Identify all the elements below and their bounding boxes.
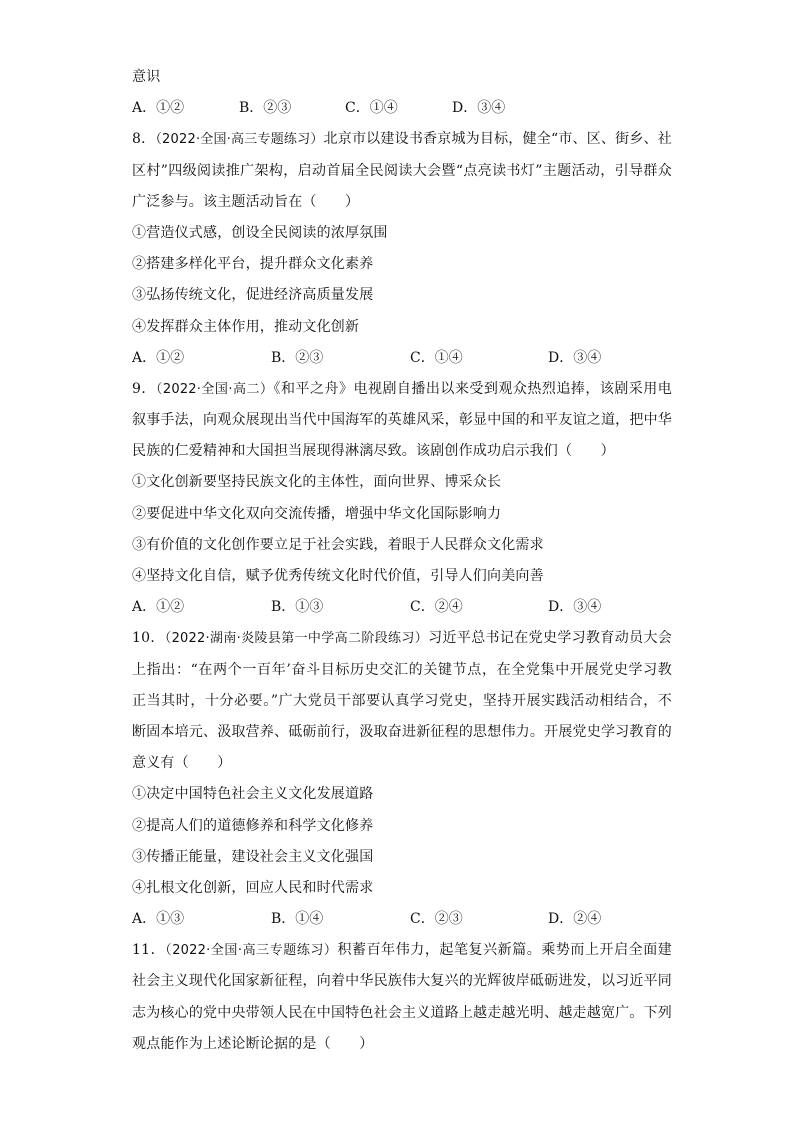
question-stem-line: 志为核心的党中央带领人民在中国特色社会主义道路上越走越光明、越走越宽广。下列	[132, 1004, 672, 1021]
option-a: A．①②	[132, 599, 185, 616]
option-d: D．③④	[548, 599, 602, 616]
question-11	[132, 935, 672, 1060]
question-stem-line: 观点能作为上述论断论据的是（ ）	[132, 1035, 374, 1052]
worksheet-page	[132, 62, 672, 1060]
statement-2: ②搭建多样化平台，提升群众文化素养	[132, 256, 374, 273]
statement-3: ③有价值的文化创作要立足于社会实践，着眼于人民群众文化需求	[132, 536, 544, 553]
question-stem-line: 区村”四级阅读推广架构，启动首届全民阅读大会暨“点亮读书灯”主题活动，引导群众	[132, 162, 672, 179]
question-number: 11．	[132, 942, 166, 959]
option-a: A．①②	[132, 100, 185, 117]
question-number: 9．	[132, 380, 156, 397]
answer-options	[132, 343, 672, 374]
question-stem-line: 正当其时，十分必要。”广大党员干部要认真学习党史，坚持开展实践活动相结合，不	[132, 692, 672, 709]
option-d: D．③④	[452, 100, 506, 117]
option-d: D．②④	[548, 911, 602, 928]
question-source: （2022·全国·高三专题练习）	[165, 943, 338, 959]
statement-4: ④发挥群众主体作用，推动文化创新	[132, 318, 360, 335]
statement-4: ④扎根文化创新，回应人民和时代需求	[132, 879, 374, 896]
statement-2: ②提高人们的道德修养和科学文化修养	[132, 817, 374, 834]
option-b: B．②③	[239, 100, 292, 117]
statement-2: ②要促进中华文化双向交流传播，增强中华文化国际影响力	[132, 505, 502, 522]
question-stem-line: 上指出：“在两个一百年’奋斗目标历史交汇的关键节点，在全党集中开展党史学习教	[132, 661, 672, 678]
question-stem-line: 叙事手法，向观众展现出当代中国海军的英雄风采，彰显中国的和平友谊之道，把中华	[132, 412, 672, 429]
question-source: （2022·全国·高二）	[155, 381, 274, 397]
question-number: 10．	[132, 630, 165, 647]
statement-4: ④坚持文化自信，赋予优秀传统文化时代价值，引导人们向美向善	[132, 568, 544, 584]
option-a: A．①③	[132, 911, 185, 928]
statement-3: ③传播正能量，建设社会主义文化强国	[132, 848, 374, 865]
statement-1: ①文化创新要坚持民族文化的主体性，面向世界、博采众长	[132, 474, 502, 491]
question-stem-line: 10．（2022·湖南·炎陵县第一中学高二阶段练习）习近平总书记在党史学习教育动员大会	[132, 630, 672, 647]
question-source: （2022·全国·高三专题练习）	[155, 132, 324, 148]
question-stem-line: 广泛参与。该主题活动旨在（ ）	[132, 193, 360, 210]
option-a: A．①②	[132, 349, 185, 366]
answer-options	[132, 904, 672, 935]
question-8	[132, 124, 672, 374]
question-stem-line: 社会主义现代化国家新征程，向着中华民族伟大复兴的光辉彼岸砥砺进发，以习近平同	[132, 973, 672, 990]
statement-1: ①营造仪式感，创设全民阅读的浓厚氛围	[132, 224, 388, 241]
question-stem-line: 11．（2022·全国·高三专题练习）积蓄百年伟力，起笔复兴新篇。乘势而上开启全面建	[132, 942, 672, 959]
q7-stem-continuation: 意识	[132, 69, 161, 85]
option-c: C．②③	[410, 911, 463, 928]
option-b: B．①③	[271, 599, 324, 616]
answer-options	[132, 592, 672, 623]
option-d: D．③④	[548, 349, 602, 366]
option-c: C．②④	[410, 599, 463, 616]
option-b: B．①④	[271, 911, 324, 928]
question-10	[132, 623, 672, 935]
question-stem-line: 意义有（ ）	[132, 755, 232, 772]
option-b: B．②③	[271, 349, 324, 366]
question-source: （2022·湖南·炎陵县第一中学高二阶段练习）	[164, 631, 429, 647]
question-stem-line: 8．（2022·全国·高三专题练习）北京市以建设书香京城为目标，健全“市、区、街乡、社	[132, 131, 672, 148]
option-c: C．①④	[345, 100, 398, 117]
statement-1: ①决定中国特色社会主义文化发展道路	[132, 786, 374, 803]
statement-3: ③弘扬传统文化，促进经济高质量发展	[132, 287, 374, 304]
question-stem-line: 断固本培元、汲取营养、砥砺前行，汲取奋进新征程的思想伟力。开展党史学习教育的	[132, 723, 672, 740]
option-c: C．①④	[410, 349, 463, 366]
question-stem-line: 民族的仁爱精神和大国担当展现得淋漓尽致。该剧创作成功启示我们（ ）	[132, 443, 615, 460]
question-number: 8．	[132, 131, 156, 148]
q7-options	[132, 93, 672, 124]
question-stem-line: 9．（2022·全国·高二）《和平之舟》电视剧自播出以来受到观众热烈追捧，该剧采用电	[132, 380, 672, 397]
question-9	[132, 374, 672, 624]
